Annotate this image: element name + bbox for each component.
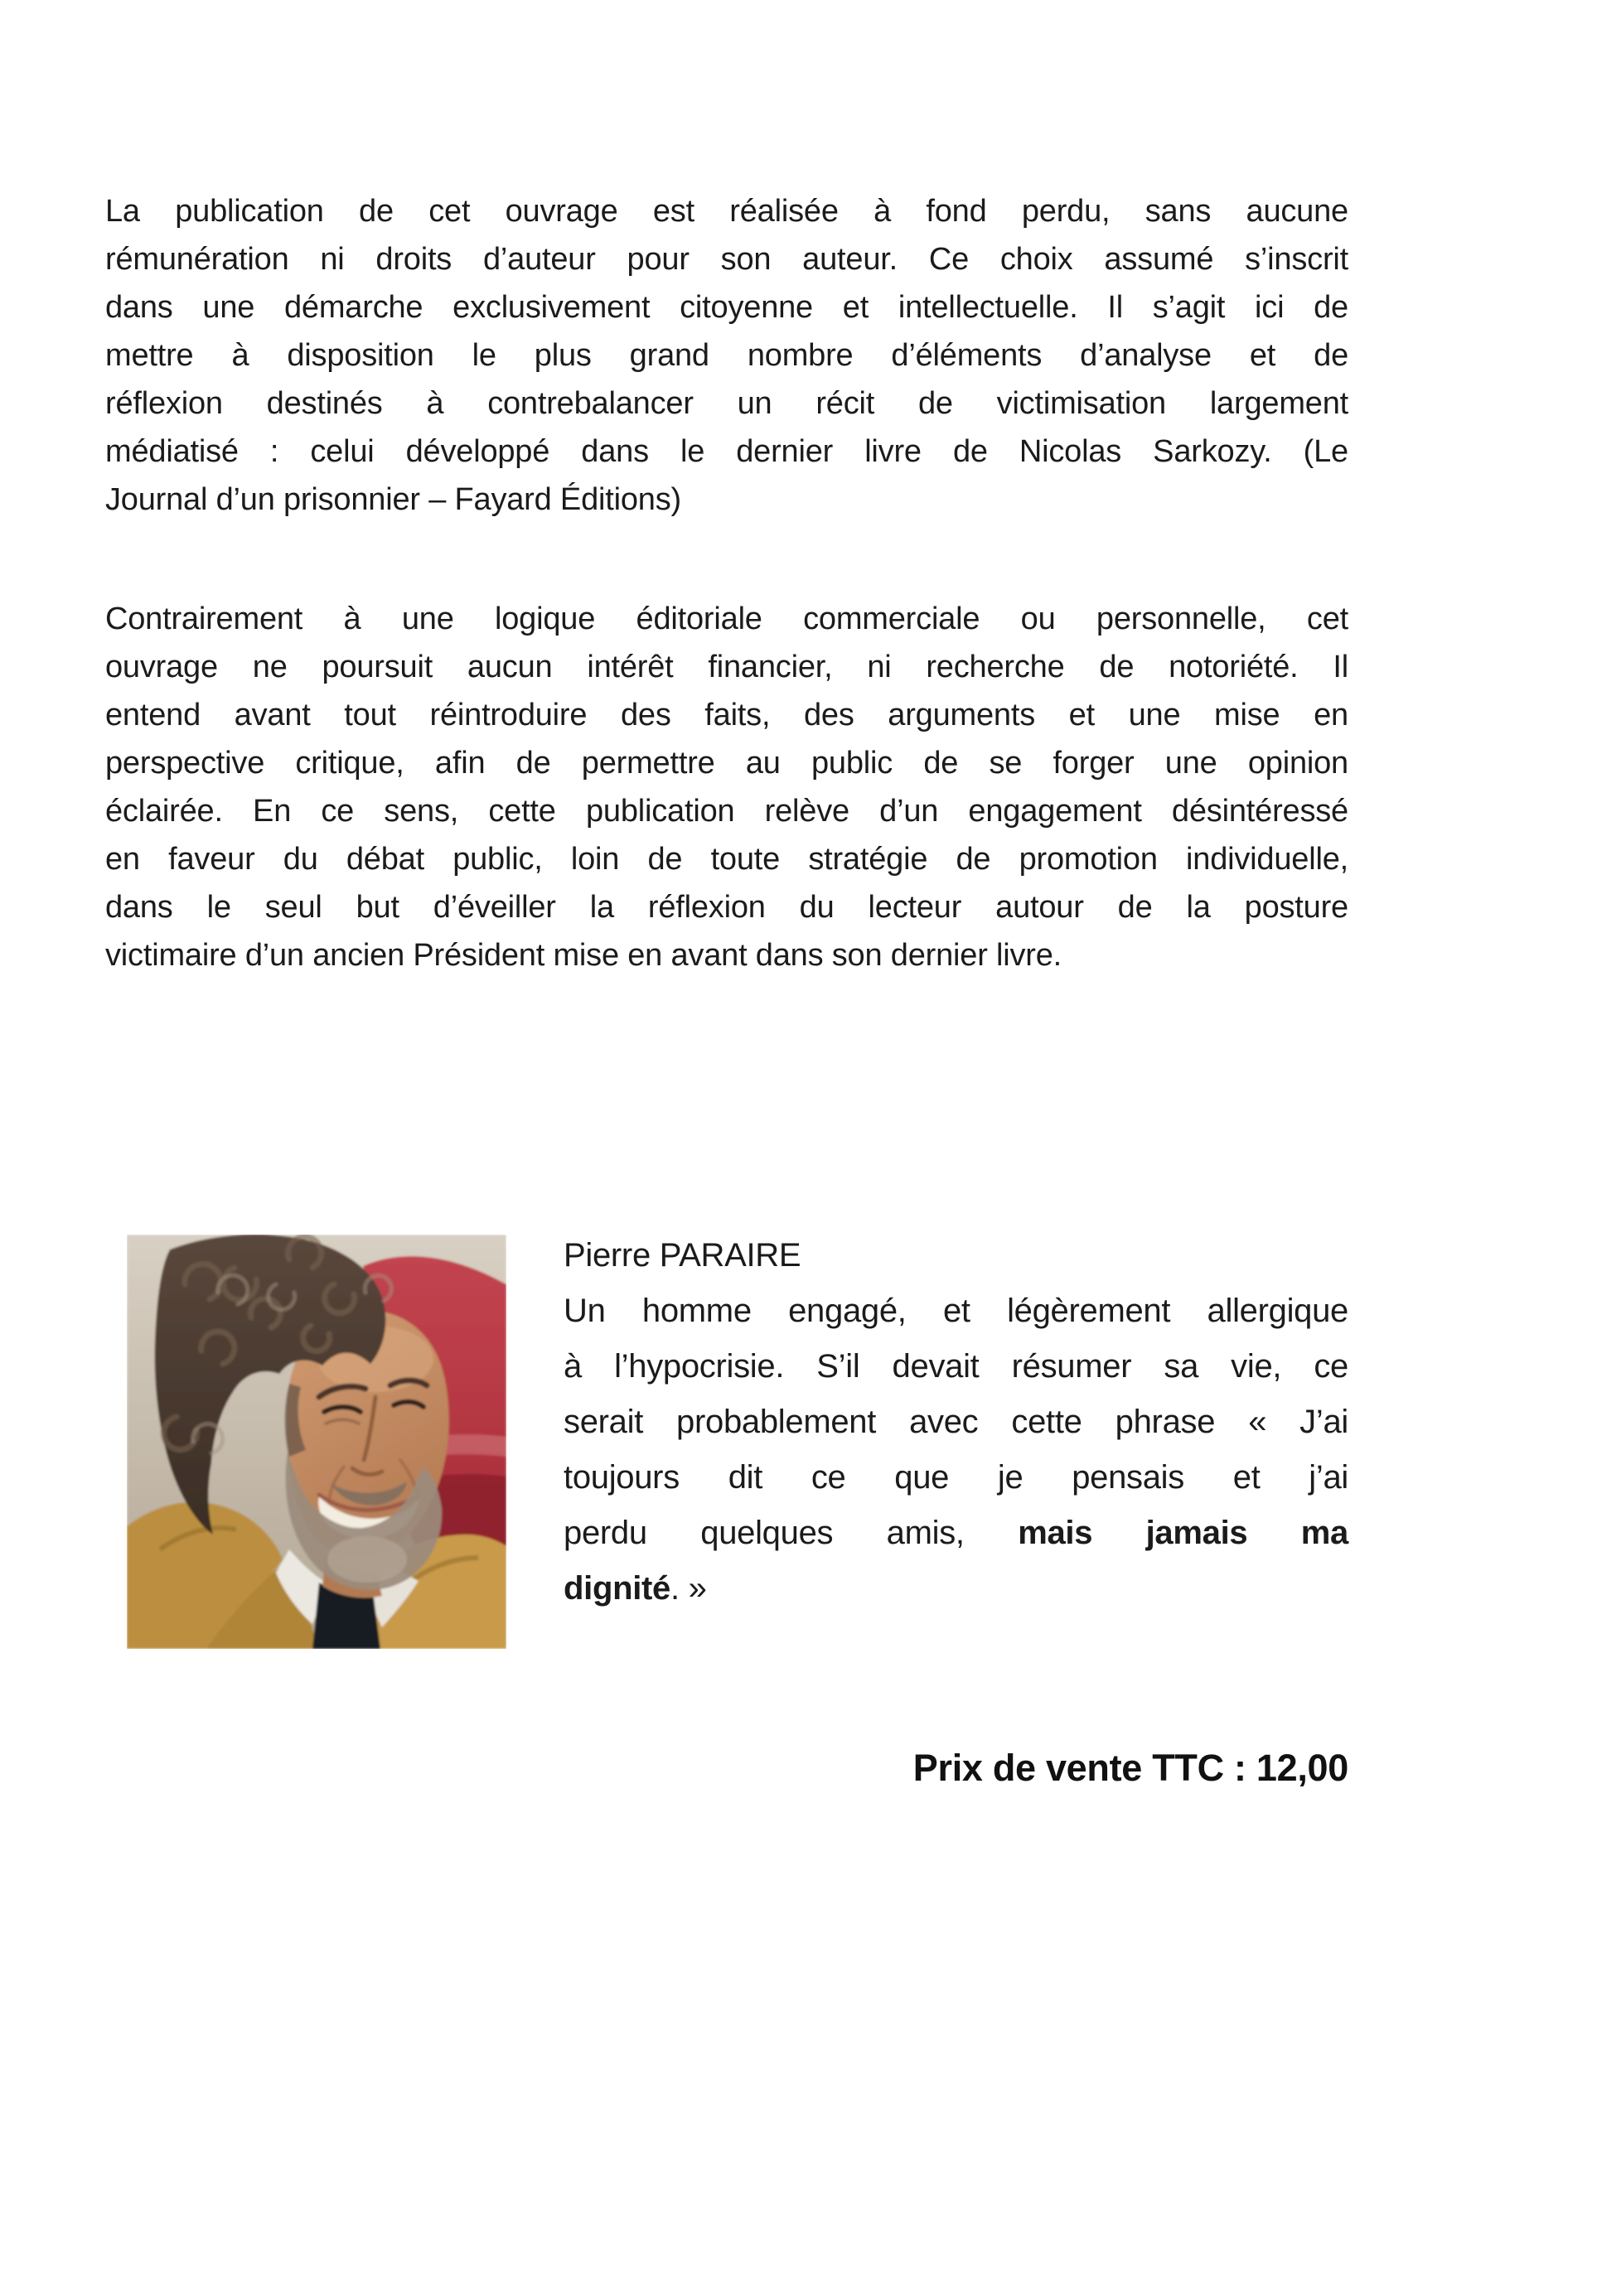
- bio-line: [564, 1506, 1348, 1561]
- text-line: médiatisé : celui développé dans le dernier livre de Nicolas Sarkozy. (Le: [105, 434, 1348, 469]
- bio-text-regular: perdu quelques amis,: [564, 1515, 1019, 1551]
- motivation-paragraph: [105, 595, 1348, 979]
- bio-line: à l’hypocrisie. S’il devait résumer sa vie, ce: [564, 1348, 1348, 1385]
- text-line: mettre à disposition le plus grand nombre d’éléments d’analyse et de: [105, 338, 1348, 373]
- text-line: perspective critique, afin de permettre au public de se forger une opinion: [105, 746, 1348, 781]
- text-line: Contrairement à une logique éditoriale commerciale ou personnelle, cet: [105, 602, 1348, 636]
- price-line: Prix de vente TTC : 12,00: [912, 1747, 1348, 1789]
- portrait-layers: [127, 1235, 506, 1649]
- bio-line: toujours dit ce que je pensais et j’ai: [564, 1459, 1348, 1496]
- author-bio: [564, 1228, 1348, 1617]
- bio-line: serait probablement avec cette phrase « J’ai: [564, 1404, 1348, 1440]
- text-line: entend avant tout réintroduire des faits, des arguments et une mise en: [105, 698, 1348, 732]
- bio-text-bold: mais jamais ma: [1018, 1515, 1348, 1551]
- text-line: Journal d’un prisonnier – Fayard Éditions): [105, 482, 681, 517]
- text-line: victimaire d’un ancien Président mise en avant dans son dernier livre.: [105, 938, 1062, 973]
- text-line: en faveur du débat public, loin de toute stratégie de promotion individuelle,: [105, 842, 1348, 877]
- intro-paragraph: [105, 187, 1348, 524]
- text-line: dans une démarche exclusivement citoyenne et intellectuelle. Il s’agit ici de: [105, 290, 1348, 325]
- text-line: réflexion destinés à contrebalancer un récit de victimisation largement: [105, 386, 1348, 421]
- text-line: dans le seul but d’éveiller la réflexion du lecteur autour de la posture: [105, 890, 1348, 925]
- bio-text-regular: . »: [670, 1570, 707, 1607]
- text-line: rémunération ni droits d’auteur pour son auteur. Ce choix assumé s’inscrit: [105, 242, 1348, 277]
- author-photo: [127, 1235, 506, 1649]
- bio-line: [564, 1561, 1348, 1617]
- text-line: La publication de cet ouvrage est réalisée à fond perdu, sans aucune: [105, 194, 1348, 229]
- bio-line: Un homme engagé, et légèrement allergique: [564, 1293, 1348, 1329]
- bio-text-bold: dignité: [564, 1570, 670, 1607]
- text-line: éclairée. En ce sens, cette publication relève d’un engagement désintéressé: [105, 794, 1348, 829]
- portrait-illustration: [127, 1235, 506, 1649]
- text-line: ouvrage ne poursuit aucun intérêt financier, ni recherche de notoriété. Il: [105, 650, 1348, 684]
- author-name: Pierre PARAIRE: [564, 1237, 801, 1274]
